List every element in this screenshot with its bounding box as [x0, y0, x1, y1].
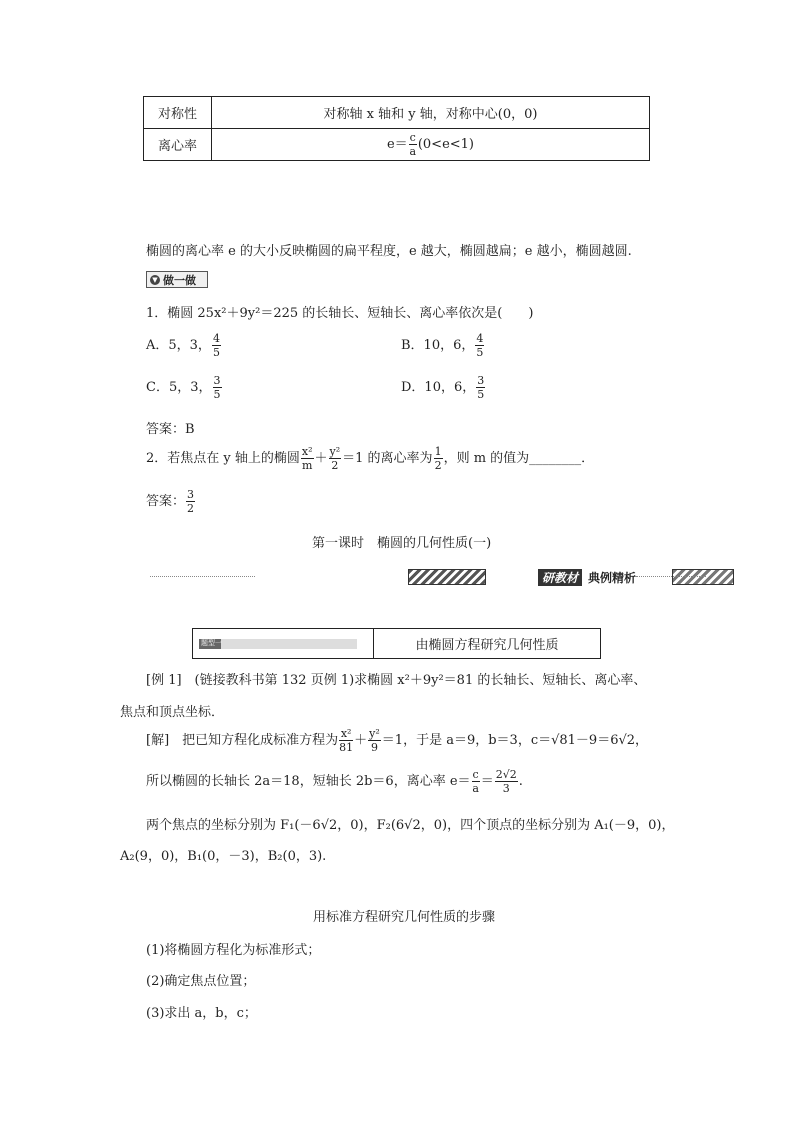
- fraction-den: 5: [476, 346, 484, 359]
- question-2: [146, 446, 594, 471]
- fraction: [212, 333, 221, 358]
- fraction-den: 9: [370, 741, 378, 754]
- fraction: [409, 132, 417, 157]
- banner-tag: [503, 568, 671, 586]
- step-item: (3)求出 a，b，c；: [146, 1006, 257, 1021]
- solution-text: ＝1，于是 a＝9，b＝3，c＝√81－9＝6√2，: [381, 733, 649, 748]
- fraction-den: 5: [213, 388, 221, 401]
- fraction: [434, 446, 443, 471]
- fraction-num: 4: [476, 332, 484, 345]
- topic-tag: [193, 629, 374, 658]
- fraction-den: m: [301, 459, 313, 472]
- example-line-1: [例 1] (链接教科书第 132 页例 1)求椭圆 x²＋9y²＝81 的长轴长、短轴长、离心率、: [146, 673, 647, 688]
- topic-bar: [199, 639, 357, 649]
- question-1: 1．椭圆 25x²＋9y²＝225 的长轴长、短轴长、离心率依次是( ): [146, 306, 534, 321]
- lesson-title: 第一课时 椭圆的几何性质(一): [312, 536, 492, 551]
- question-text: ＝1 的离心率为: [342, 451, 433, 466]
- topic-tag-text: 题型一: [201, 638, 222, 647]
- fraction: [472, 769, 480, 794]
- answer-2: [146, 489, 196, 514]
- option-text: C．5，3，: [146, 380, 212, 395]
- fraction-den: 2: [187, 502, 195, 515]
- fraction: [475, 333, 484, 358]
- operator: ＝: [480, 774, 494, 789]
- answer-1: 答案：B: [146, 422, 195, 437]
- table-row: [144, 97, 650, 129]
- try-it-label: [146, 271, 208, 288]
- fraction-num: 4: [212, 332, 220, 345]
- try-it-text: 做一做: [163, 273, 196, 287]
- fraction: [301, 446, 314, 471]
- example-line-2: 焦点和顶点坐标．: [120, 705, 225, 720]
- fraction-num: c: [472, 768, 479, 781]
- fraction: [368, 728, 381, 753]
- fraction: [339, 728, 353, 753]
- fraction-num: 3: [187, 488, 195, 501]
- fraction-den: a: [472, 782, 479, 795]
- eccentricity-note: 椭圆的离心率 e 的大小反映椭圆的扁平程度，e 越大，椭圆越扁；e 越小，椭圆越圆.: [146, 244, 632, 259]
- steps-title: 用标准方程研究几何性质的步骤: [313, 910, 496, 925]
- banner-stripes: [672, 569, 734, 585]
- fraction: [213, 375, 222, 400]
- solution-line-3: 两个焦点的坐标分别为 F₁(－6√2，0)，F₂(6√2，0)，四个顶点的坐标分别为 A₁(－9，0)，: [146, 818, 675, 833]
- question-text: 2．若焦点在 y 轴上的椭圆: [146, 451, 300, 466]
- table-row: [144, 129, 650, 161]
- fraction: [329, 446, 342, 471]
- banner-stripes: [408, 569, 486, 585]
- table-cell-label: 对称性: [144, 97, 212, 129]
- step-item: (2)确定焦点位置；: [146, 974, 256, 989]
- divider: [636, 576, 706, 577]
- fraction: [495, 769, 518, 794]
- fraction-num: 3: [477, 374, 485, 387]
- fraction-num: c: [409, 131, 416, 144]
- option-c: [146, 375, 223, 400]
- solution-line-1: [146, 728, 648, 753]
- formula-prefix: e＝: [386, 137, 408, 152]
- solution-text: .: [518, 774, 523, 789]
- fraction-num: y²: [369, 727, 380, 740]
- solution-line-2: [146, 769, 523, 794]
- table-cell-label: 离心率: [144, 129, 212, 161]
- fraction: [476, 375, 485, 400]
- property-table: [143, 96, 650, 161]
- fraction-num: x²: [340, 727, 352, 740]
- eccentricity-formula: [212, 129, 650, 161]
- fraction-den: 5: [212, 346, 220, 359]
- fraction: [186, 489, 195, 514]
- fraction-den: 2: [434, 459, 442, 472]
- step-item: (1)将椭圆方程化为标准形式；: [146, 943, 321, 958]
- solution-text: [解] 把已知方程化成标准方程为: [146, 733, 339, 748]
- fraction-num: 1: [434, 445, 442, 458]
- solution-line-4: A₂(9，0)，B₁(0，－3)，B₂(0，3).: [120, 849, 327, 864]
- fraction-den: 2: [331, 459, 339, 472]
- topic-box: [192, 628, 601, 659]
- option-text: A．5，3，: [146, 338, 211, 353]
- fraction-den: 81: [339, 741, 354, 754]
- answer-text: 答案：: [146, 494, 186, 509]
- operator: ＋: [354, 733, 368, 748]
- option-text: B．10，6，: [401, 338, 475, 353]
- fraction-num: 2√2: [495, 768, 517, 781]
- solution-text: 所以椭圆的长轴长 2a＝18，短轴长 2b＝6，离心率 e＝: [146, 774, 471, 789]
- option-d: [401, 375, 486, 400]
- section-banner: [150, 566, 706, 588]
- divider: [150, 576, 255, 577]
- fraction-den: a: [409, 145, 417, 158]
- fraction-num: x²: [301, 445, 313, 458]
- option-text: D．10，6，: [401, 380, 476, 395]
- formula-range: (0<e<1): [417, 137, 475, 152]
- banner-main: 研教材: [538, 569, 582, 586]
- fraction-num: 3: [213, 374, 221, 387]
- fraction-den: 5: [477, 388, 485, 401]
- option-b: [401, 333, 485, 358]
- question-text: ，则 m 的值为________．: [443, 451, 595, 466]
- fraction-den: 3: [502, 782, 510, 795]
- fraction-num: y²: [329, 445, 341, 458]
- chevron-down-icon: ▼: [150, 275, 160, 285]
- operator: ＋: [314, 451, 328, 466]
- table-cell-value: 对称轴 x 轴和 y 轴，对称中心(0，0): [212, 97, 650, 129]
- option-a: [146, 333, 222, 358]
- topic-title: 由椭圆方程研究几何性质: [415, 638, 559, 653]
- banner-sub: 典例精析: [588, 570, 637, 585]
